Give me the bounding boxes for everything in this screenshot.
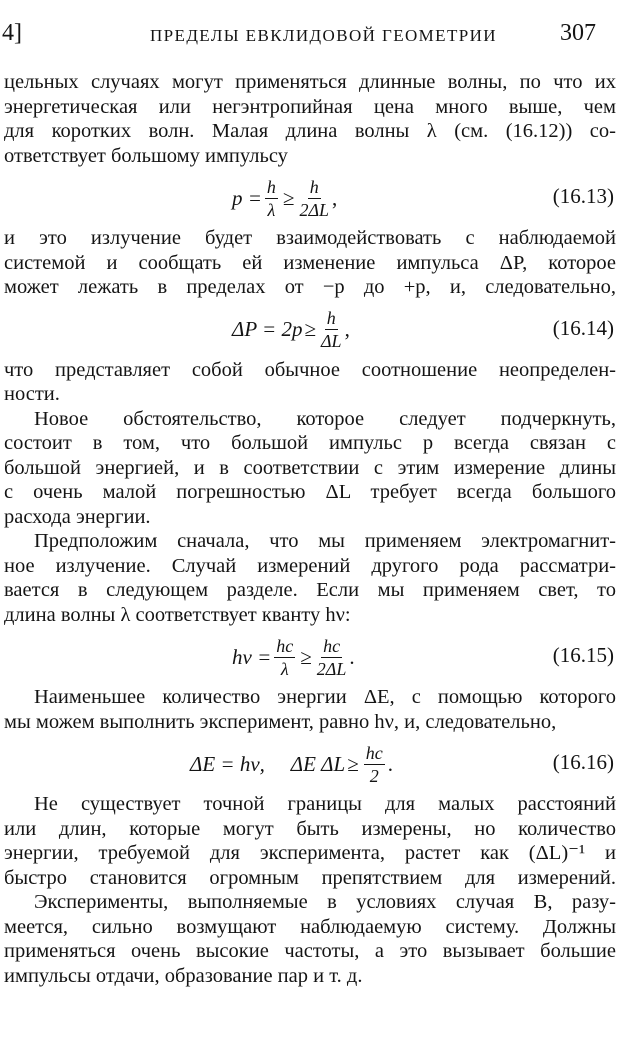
text-line: или длин, которые могут быть измерены, но количество: [4, 817, 616, 840]
text-line: цельных случаях могут применяться длинные волны, по что их: [4, 71, 616, 93]
text-line: системой и сообщать ей изменение импульса ΔP, которое: [4, 251, 616, 274]
text-line: энергетическая или негэнтропийная цена много выше, чем: [4, 95, 616, 118]
eq-lhs: ΔE = hν, ΔE ΔL: [190, 751, 346, 776]
text-line: импульсы отдачи, образование пар и т. д.: [4, 964, 363, 987]
running-title: ПРЕДЕЛЫ ЕВКЛИДОВОЙ ГЕОМЕТРИИ: [150, 26, 497, 45]
fraction: $\frac{h}{2\Delta L}$: [299, 176, 330, 220]
text-line: Не существует точной границы для малых расстояний: [34, 793, 616, 815]
equation-16-15: hν = $\frac{hc}{\lambda}$ ≥ $\frac{hc}{2\Delta L}$ . (16.15): [232, 635, 614, 679]
text-line: энергии, требуемой для эксперимента, растет как (ΔL)⁻¹ и: [4, 842, 616, 864]
text-line: может лежать в пределах от −p до +p, и, следовательно,: [4, 276, 616, 298]
page-number: 307: [560, 20, 596, 46]
equation-number: (16.14): [552, 315, 614, 340]
section-marker: 4]: [2, 20, 22, 46]
text-line: что представляет собой обычное соотношение неопределен-: [4, 358, 616, 381]
text-line: мы можем выполнить эксперимент, равно hν, и, следовательно,: [4, 710, 557, 733]
fraction: $\frac{hc}{\lambda}$: [276, 635, 294, 679]
text-line: ное излучение. Случай измерений другого рода рассматри-: [4, 554, 616, 577]
text-line: для коротких волн. Малая длина волны λ (см. (16.12)) со-: [4, 120, 616, 142]
relation-sign: ≥: [282, 185, 295, 210]
text-line: меется, сильно возмущают наблюдаемую систему. Должны: [4, 915, 616, 938]
text-line: и это излучение будет взаимодействовать с наблюдаемой: [4, 227, 616, 249]
text-line: ности.: [4, 383, 60, 405]
fraction: $\frac{hc}{2}$: [365, 742, 383, 786]
text-line: расхода энергии.: [4, 505, 151, 528]
relation-sign: ≥: [304, 317, 316, 341]
text-line: Предположим сначала, что мы применяем электромагнит-: [34, 530, 616, 552]
text-line: быстро становится огромным препятствием для измерений.: [4, 866, 616, 889]
running-header: [0, 10, 620, 50]
text-line: применяться очень высокие частоты, а это вызывает большие: [4, 940, 616, 962]
equation-16-14: ΔP = 2p ≥ $\frac{h}{\Delta L}$ , (16.14): [232, 308, 614, 351]
eq-lhs: ΔP = 2p: [232, 317, 303, 341]
eq-lhs: p =: [232, 185, 262, 210]
text-line: Новое обстоятельство, которое следует подчеркнуть,: [34, 407, 616, 430]
fraction: $\frac{hc}{2\Delta L}$: [316, 635, 347, 679]
text-line: с очень малой погрешностью ΔL требует всегда большого: [4, 481, 616, 503]
fraction: $\frac{h}{\lambda}$: [266, 176, 276, 220]
equation-number: (16.15): [552, 643, 614, 667]
relation-sign: ≥: [347, 751, 359, 776]
text-line: состоит в том, что большой импульс p всегда связан с: [4, 432, 616, 454]
equation-16-13: p = $\frac{h}{\lambda}$ ≥ $\frac{h}{2\Delta L}$ , (16.13): [232, 176, 614, 220]
equation-number: (16.16): [552, 750, 614, 774]
text-line: большой энергией, и в соответствии с этим измерение длины: [4, 456, 616, 479]
equation-number: (16.13): [552, 184, 614, 208]
text-line: Наименьшее количество энергии ΔE, с помощью которого: [34, 686, 616, 708]
text-line: Эксперименты, выполняемые в условиях случая B, разу-: [34, 891, 616, 913]
text-line: вается в следующем разделе. Если мы применяем свет, то: [4, 579, 616, 601]
relation-sign: ≥: [300, 644, 312, 669]
equation-16-16: ΔE = hν, ΔE ΔL ≥ $\frac{hc}{2}$ . (16.16): [190, 742, 614, 786]
eq-lhs: hν =: [232, 644, 272, 669]
text-line: ответствует большому импульсу: [4, 144, 288, 167]
text-line: длина волны λ соответствует кванту hν:: [4, 603, 351, 626]
fraction: $\frac{h}{\Delta L}$: [320, 308, 342, 351]
